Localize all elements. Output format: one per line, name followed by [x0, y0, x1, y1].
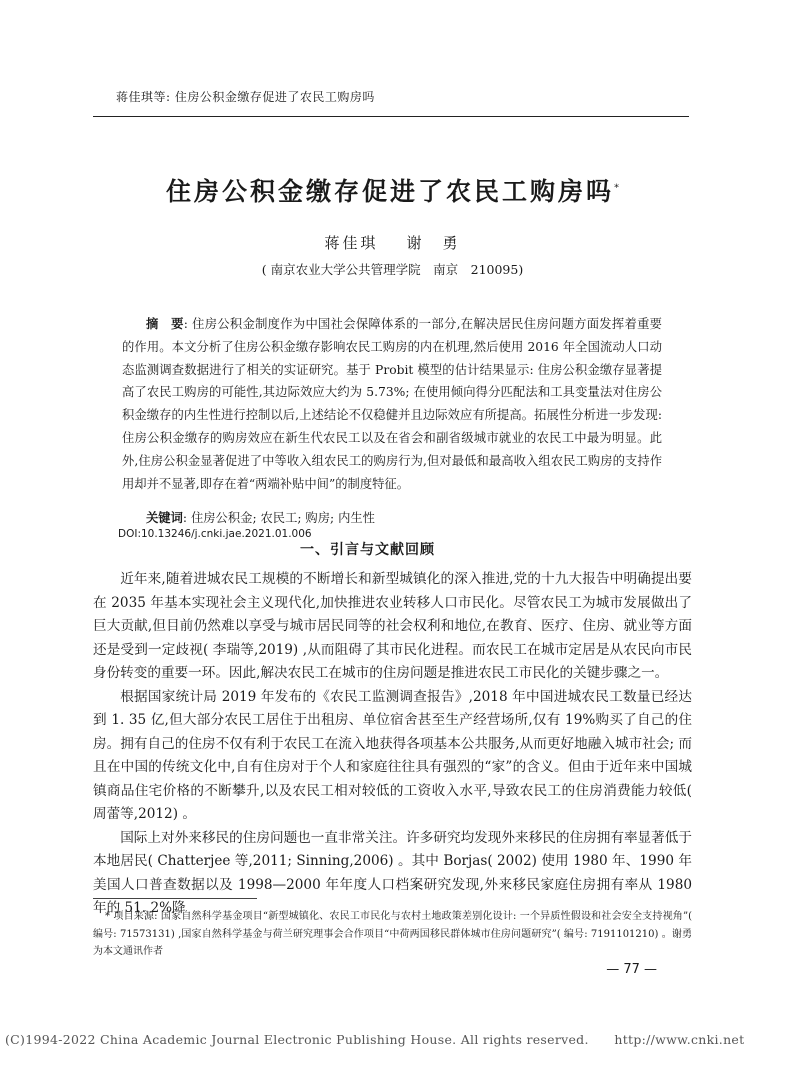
- footnote: * 项目来源: 国家自然科学基金项目“新型城镇化、农民工市民化与农村土地政策差别化设计: 一个异质性假设和社会安全支持视角”( 编号: 71573131) ,国家自然科学基金与荷兰研究理事会合作项目“中荷两国移民群体城市住房问题研究”( 编号: 7191101210) 。谢勇为本文通讯作者: [93, 911, 692, 957]
- running-head: 蒋佳琪等: 住房公积金缴存促进了农民工购房吗: [116, 90, 375, 104]
- keywords-label: 关键词: [146, 511, 183, 525]
- author-2: 谢 勇: [406, 234, 461, 252]
- paragraph: 根据国家统计局 2019 年发布的《农民工监测调查报告》,2018 年中国进城农民工数量已经达到 1. 35 亿,但大部分农民工居住于出租房、单位宿舍甚至生产经营场所,仅有 19%购买了自己的住房。拥有自己的住房不仅有利于农民工在流入地获得各项基本公共服务,从而更好地融入城市社会; 而且在中国的传统文化中,自有住房对于个人和家庭往往具有强烈的“家”的含义。但由于近年来中国城镇商品住宅价格的不断攀升,以及农民工相对较低的工资收入水平,导致农民工的住房消费能力较低( 周蕾等,2012) 。: [93, 688, 692, 822]
- abstract-label: 摘 要: [146, 317, 184, 331]
- paragraph: 近年来,随着进城农民工规模的不断增长和新型城镇化的深入推进,党的十九大报告中明确提出要在 2035 年基本实现社会主义现代化,加快推进农业转移人口市民化。尽管农民工为城市发展做出了巨大贡献,但目前仍然难以享受与城市居民同等的社会权利和地位,在教育、医疗、住房、就业等方面还是受到一定歧视( 李瑞等,2019) ,从而阻碍了其市民化进程。而农民工在城市定居是从农民向市民身份转变的重要一环。因此,解决农民工在城市的住房问题是推进农民工市民化的关键步骤之一。: [93, 571, 692, 681]
- keywords: [146, 508, 375, 526]
- title-footnote-mark: *: [614, 182, 619, 194]
- copyright-notice: (C)1994-2022 China Academic Journal Electronic Publishing House. All rights reserved. http://www.cnki.net: [5, 1032, 745, 1047]
- authors: [0, 232, 785, 253]
- doi: DOI:10.13246/j.cnki.jae.2021.01.006: [118, 528, 312, 540]
- title-text: 住房公积金缴存促进了农民工购房吗: [165, 177, 614, 206]
- section-heading: 一、引言与文献回顾: [300, 542, 435, 558]
- abstract: [122, 313, 662, 495]
- page-number: — 77 —: [606, 962, 657, 977]
- author-1: 蒋佳琪: [324, 234, 379, 252]
- keywords-text: : 住房公积金; 农民工; 购房; 内生性: [182, 511, 375, 525]
- article-title: [0, 172, 785, 208]
- paragraph: 国际上对外来移民的住房问题也一直非常关注。许多研究均发现外来移民的住房拥有率显著低于本地居民( Chatterjee 等,2011; Sinning,2006) 。其中 Borjas( 2002) 使用 1980 年、1990 年美国人口普查数据以及 1998—2000 年年度人口档案研究发现,外来移民家庭住房拥有率从 1980 年的 51. 2%降: [93, 829, 692, 916]
- body-text: [93, 568, 692, 921]
- header-rule: [93, 116, 689, 117]
- abstract-text: : 住房公积金制度作为中国社会保障体系的一部分,在解决居民住房问题方面发挥着重要的作用。本文分析了住房公积金缴存影响农民工购房的内在机理,然后使用 2016 年全国流动人口动态监测调查数据进行了相关的实证研究。基于 Probit 模型的估计结果显示: 住房公积金缴存显著提高了农民工购房的可能性,其边际效应大约为 5.73%; 在使用倾向得分匹配法和工具变量法对住房公积金缴存的内生性进行控制以后,上述结论不仅稳健并且边际效应有所提高。拓展性分析进一步发现: 住房公积金缴存的购房效应在新生代农民工以及在省会和副省级城市就业的农民工中最为明显。此外,住房公积金显著促进了中等收入组农民工的购房行为,但对最低和最高收入组农民工购房的支持作用却并不显著,即存在着“两端补贴中间”的制度特征。: [122, 317, 662, 491]
- affiliation: ( 南京农业大学公共管理学院 南京 210095): [261, 262, 524, 277]
- footnote-rule: [93, 898, 257, 899]
